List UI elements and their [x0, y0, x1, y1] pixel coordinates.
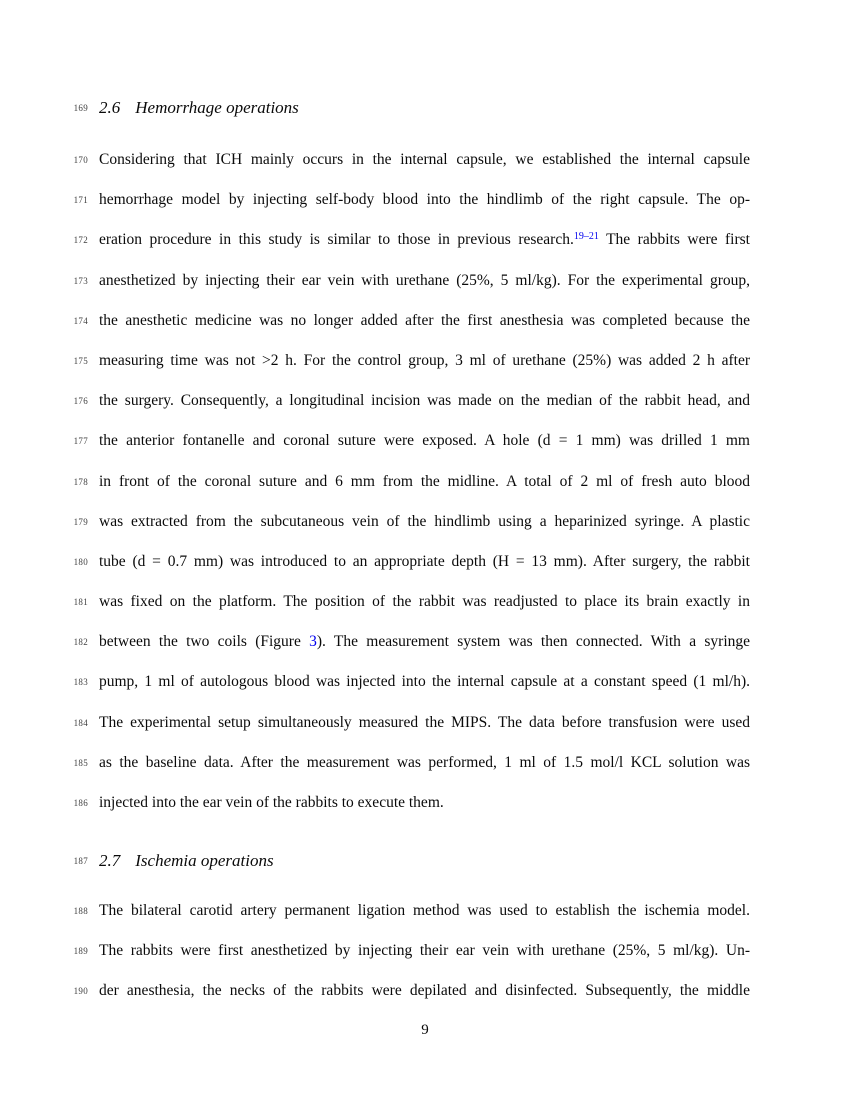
line-number: 170 [73, 155, 88, 165]
line-number: 178 [73, 476, 88, 487]
line-number: 174 [73, 315, 88, 326]
text-line-171 [73, 180, 750, 220]
section-number: 2.7 [99, 851, 121, 870]
text-segment: was extracted from the subcutaneous vein of the hindlimb using a heparinized syringe. A plastic [99, 512, 750, 530]
text-segment: The experimental setup simultaneously measured the MIPS. The data before transfusion were used [99, 713, 750, 731]
section-heading-2-7 [73, 850, 750, 872]
text-line-177 [73, 421, 750, 461]
section-heading-2-6 [73, 97, 750, 119]
text-segment: eration procedure in this study is similar to those in previous research. [99, 231, 574, 249]
text-line-180 [73, 542, 750, 582]
text-line-172 [73, 220, 750, 260]
text-segment: pump, 1 ml of autologous blood was injected into the internal capsule at a constant speed (1 ml/h). [99, 673, 750, 691]
line-number: 189 [73, 946, 88, 957]
text-segment: the anesthetic medicine was no longer added after the first anesthesia was completed because the [99, 311, 750, 329]
text-segment: the anterior fontanelle and coronal suture were exposed. A hole (d = 1 mm) was drilled 1 mm [99, 432, 750, 450]
text-line-185 [73, 743, 750, 783]
paragraph [73, 891, 750, 1012]
line-number: 187 [73, 856, 88, 866]
line-number: 183 [73, 677, 88, 688]
heading-line-187 [73, 850, 750, 872]
line-number: 171 [73, 195, 88, 206]
citation-link[interactable]: 19–21 [573, 230, 599, 242]
text-line-170 [73, 140, 750, 180]
section-title: Ischemia operations [135, 851, 274, 870]
text-segment: Considering that ICH mainly occurs in the internal capsule, we established the internal capsule [99, 151, 750, 168]
line-number: 182 [73, 637, 88, 648]
text-segment: between the two coils (Figure [99, 633, 310, 651]
text-segment: der anesthesia, the necks of the rabbits were depilated and disinfected. Subsequently, the middle [99, 982, 750, 1000]
text-segment: measuring time was not >2 h. For the control group, 3 ml of urethane (25%) was added 2 h after [99, 351, 750, 369]
text-line-181 [73, 582, 750, 622]
line-number: 186 [73, 798, 88, 808]
line-number: 190 [73, 986, 88, 997]
section-number: 2.6 [99, 98, 121, 117]
page-number: 9 [421, 1022, 429, 1038]
line-number: 185 [73, 757, 88, 768]
text-line-190 [73, 971, 750, 1011]
text-line-183 [73, 662, 750, 702]
line-number: 184 [73, 717, 88, 728]
line-number: 169 [73, 103, 88, 113]
text-segment: The rabbits were first [598, 231, 750, 249]
line-number: 188 [73, 906, 88, 916]
text-segment: hemorrhage model by injecting self-body blood into the hindlimb of the right capsule. The op- [99, 191, 750, 209]
line-number: 173 [73, 275, 88, 286]
text-line-173 [73, 261, 750, 301]
section-title: Hemorrhage operations [135, 98, 299, 117]
text-line-179 [73, 502, 750, 542]
paragraph [73, 140, 751, 823]
line-number: 177 [73, 436, 88, 447]
text-segment: as the baseline data. After the measurement was performed, 1 ml of 1.5 mol/l KCL solution was [99, 753, 750, 771]
text-segment: The bilateral carotid artery permanent ligation method was used to establish the ischemia model. [99, 902, 750, 919]
text-segment: in front of the coronal suture and 6 mm from the midline. A total of 2 ml of fresh auto blood [99, 472, 750, 490]
text-segment: injected into the ear vein of the rabbits to execute them. [99, 794, 444, 811]
text-segment: ). The measurement system was then connected. With a syringe [316, 633, 751, 651]
text-line-186 [73, 783, 750, 823]
text-line-174 [73, 301, 750, 341]
text-segment: anesthetized by injecting their ear vein with urethane (25%, 5 ml/kg). For the experimental group, [99, 271, 750, 289]
figure-reference-link[interactable]: 3 [309, 633, 317, 651]
text-line-189 [73, 931, 750, 971]
text-line-176 [73, 381, 750, 421]
text-line-182 [73, 622, 751, 662]
text-segment: tube (d = 0.7 mm) was introduced to an appropriate depth (H = 13 mm). After surgery, the rabbit [99, 552, 750, 570]
text-segment: the surgery. Consequently, a longitudinal incision was made on the median of the rabbit head, and [99, 392, 750, 410]
text-line-175 [73, 341, 750, 381]
line-number: 172 [73, 235, 88, 246]
text-line-184 [73, 703, 750, 743]
text-body [73, 0, 751, 1100]
heading-line-169 [73, 97, 750, 119]
text-line-188 [73, 891, 750, 931]
text-segment: The rabbits were first anesthetized by injecting their ear vein with urethane (25%, 5 ml/kg). Un- [99, 942, 750, 960]
line-number: 176 [73, 396, 88, 407]
line-number: 180 [73, 556, 88, 567]
text-segment: was fixed on the platform. The position of the rabbit was readjusted to place its brain exactly in [99, 593, 750, 611]
line-number: 181 [73, 597, 88, 608]
line-number: 175 [73, 355, 88, 366]
line-number: 179 [73, 516, 88, 527]
text-line-178 [73, 462, 750, 502]
